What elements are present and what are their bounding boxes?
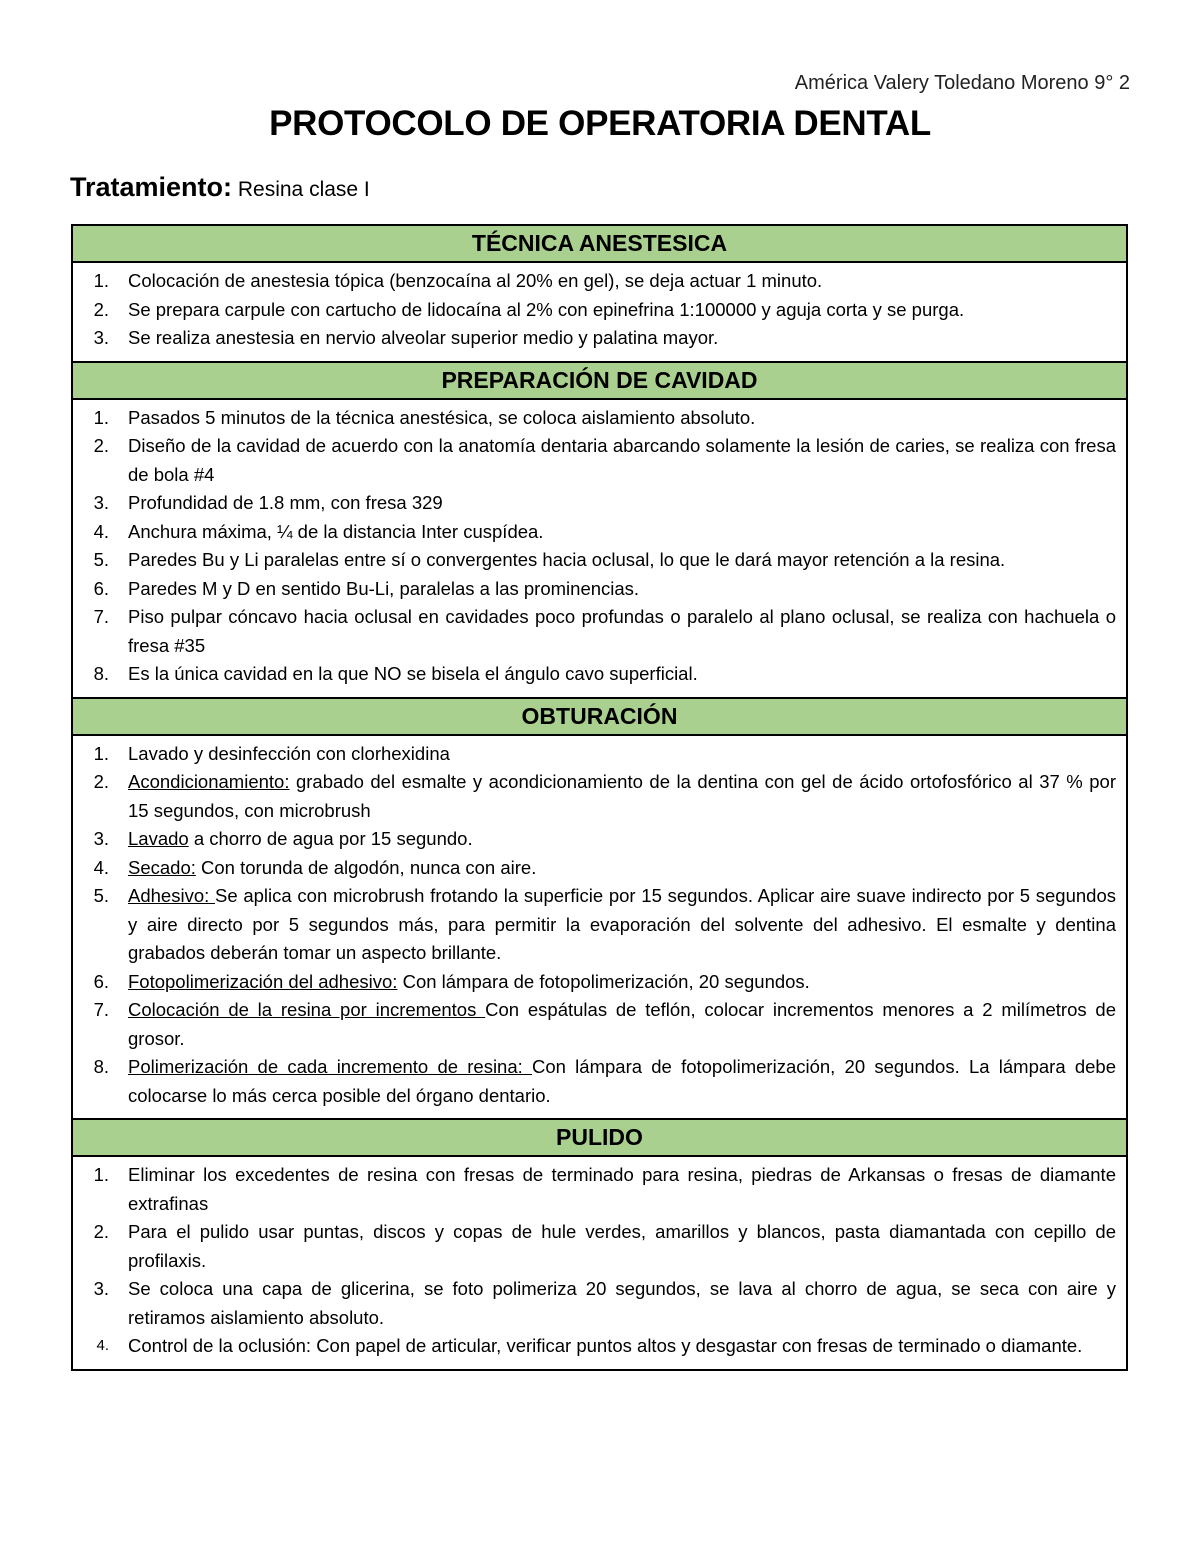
- list-item: [83, 1332, 1116, 1361]
- item-number: 7.: [93, 999, 109, 1020]
- list-item: [83, 1161, 1116, 1218]
- item-number: 4.: [96, 1337, 109, 1354]
- list-item: [83, 296, 1116, 325]
- list-item: [83, 603, 1116, 660]
- section-body: [73, 400, 1126, 697]
- item-text: Eliminar los excedentes de resina con fresas de terminado para resina, piedras de Arkansas o fresas de diamante extrafinas: [128, 1164, 1116, 1214]
- item-number: 2.: [93, 771, 109, 792]
- step-list: [83, 267, 1116, 353]
- list-item: [83, 660, 1116, 689]
- item-text: Lavado y desinfección con clorhexidina: [128, 742, 450, 764]
- author-line: América Valery Toledano Moreno 9° 2: [794, 72, 1130, 94]
- item-number: 2.: [93, 435, 109, 456]
- treatment-value: Resina clase I: [232, 178, 370, 201]
- item-number: 8.: [93, 1056, 109, 1077]
- item-text: Se realiza anestesia en nervio alveolar superior medio y palatina mayor.: [128, 327, 719, 348]
- section-heading: PREPARACIÓN DE CAVIDAD: [73, 361, 1126, 400]
- item-text: Para el pulido usar puntas, discos y copas de hule verdes, amarillos y blancos, pasta diamantada con cepillo de profilaxis.: [128, 1221, 1116, 1271]
- section-heading: OBTURACIÓN: [73, 697, 1126, 736]
- item-text: Con torunda de algodón, nunca con aire.: [195, 856, 537, 878]
- item-number: 1.: [93, 406, 109, 428]
- item-text: Con espátulas de teflón, colocar incrementos menores a 2 milímetros de grosor.: [128, 999, 1116, 1049]
- step-list: [83, 404, 1116, 689]
- list-item: [83, 740, 1116, 769]
- list-item: [83, 404, 1116, 433]
- section-body: [73, 263, 1126, 361]
- list-item: [83, 1275, 1116, 1332]
- list-item: [83, 1218, 1116, 1275]
- item-text: Paredes Bu y Li paralelas entre sí o convergentes hacia oclusal, lo que le dará mayor retención a la resina.: [128, 549, 1006, 570]
- list-item: [83, 518, 1116, 547]
- item-underlined-term: Fotopolimerización del adhesivo:: [128, 970, 398, 992]
- list-item: [83, 768, 1116, 825]
- item-text: Paredes M y D en sentido Bu-Li, paralelas a las prominencias.: [128, 577, 640, 599]
- item-number: 8.: [93, 663, 109, 684]
- item-underlined-term: Colocación de la resina por incrementos: [128, 999, 486, 1020]
- treatment-line: [70, 172, 370, 203]
- item-text: Anchura máxima, ¼ de la distancia Inter cuspídea.: [128, 520, 544, 542]
- item-text: Colocación de anestesia tópica (benzocaína al 20% en gel), se deja actuar 1 minuto.: [128, 270, 823, 291]
- treatment-label: Tratamiento:: [70, 172, 233, 202]
- list-item: [83, 546, 1116, 575]
- list-item: [83, 489, 1116, 518]
- step-list: [83, 1161, 1116, 1361]
- protocol-section: [73, 1118, 1126, 1369]
- item-number: 6.: [93, 577, 109, 599]
- list-item: [83, 968, 1116, 997]
- item-number: 7.: [93, 606, 109, 627]
- list-item: [83, 825, 1116, 854]
- protocol-section: [73, 697, 1126, 1119]
- section-body: [73, 1157, 1126, 1369]
- item-text: Pasados 5 minutos de la técnica anestésica, se coloca aislamiento absoluto.: [128, 406, 756, 428]
- item-text: Se coloca una capa de glicerina, se foto polimeriza 20 segundos, se lava al chorro de agua, se seca con aire y retiramos aislamiento absoluto.: [128, 1278, 1116, 1328]
- item-text: a chorro de agua por 15 segundo.: [188, 828, 473, 849]
- item-number: 3.: [93, 828, 109, 849]
- item-text: Con lámpara de fotopolimerización, 20 segundos.: [397, 970, 810, 992]
- item-text: grabado del esmalte y acondicionamiento de la dentina con gel de ácido ortofosfórico al 37 % por 15 segundos, con microbrush: [128, 771, 1116, 821]
- list-item: [83, 432, 1116, 489]
- item-number: 2.: [93, 1221, 109, 1242]
- list-item: [83, 854, 1116, 883]
- item-underlined-term: Acondicionamiento:: [128, 771, 290, 792]
- item-underlined-term: Lavado: [128, 828, 189, 849]
- section-heading: PULIDO: [73, 1118, 1126, 1157]
- item-text: Profundidad de 1.8 mm, con fresa 329: [128, 492, 443, 513]
- item-text: Control de la oclusión: Con papel de articular, verificar puntos altos y desgastar con fresas de terminado o diamante.: [128, 1335, 1083, 1356]
- item-number: 2.: [93, 298, 109, 320]
- section-heading: TÉCNICA ANESTESICA: [73, 226, 1126, 263]
- item-number: 6.: [93, 970, 109, 992]
- item-number: 3.: [93, 492, 109, 513]
- item-text: Se aplica con microbrush frotando la superficie por 15 segundos. Aplicar aire suave indirecto por 5 segundos y aire directo por 5 segundos más, para permitir la evaporación del solvente del adhesivo. El esmalte y dentina grabados deberán tomar un aspecto brillante.: [128, 885, 1117, 963]
- list-item: [83, 996, 1116, 1053]
- protocol-section: [73, 361, 1126, 697]
- list-item: [83, 1053, 1116, 1110]
- item-number: 3.: [93, 327, 109, 348]
- item-number: 4.: [93, 856, 109, 878]
- item-text: Es la única cavidad en la que NO se bisela el ángulo cavo superficial.: [128, 663, 698, 684]
- item-text: Piso pulpar cóncavo hacia oclusal en cavidades poco profundas o paralelo al plano oclusal, se realiza con hachuela o fresa #35: [128, 606, 1116, 656]
- protocol-table: [71, 224, 1128, 1371]
- item-text: Diseño de la cavidad de acuerdo con la anatomía dentaria abarcando solamente la lesión de caries, se realiza con fresa de bola #4: [128, 435, 1116, 485]
- item-number: 1.: [93, 742, 109, 764]
- list-item: [83, 575, 1116, 604]
- item-number: 1.: [93, 1164, 109, 1185]
- list-item: [83, 324, 1116, 353]
- item-number: 5.: [93, 549, 109, 570]
- item-underlined-term: Polimerización de cada incremento de resina:: [128, 1056, 533, 1077]
- section-body: [73, 736, 1126, 1119]
- step-list: [83, 740, 1116, 1111]
- item-underlined-term: Secado:: [128, 856, 196, 878]
- item-number: 1.: [93, 270, 109, 291]
- list-item: [83, 882, 1116, 968]
- item-text: Se prepara carpule con cartucho de lidocaína al 2% con epinefrina 1:100000 y aguja corta y se purga.: [128, 298, 965, 320]
- list-item: [83, 267, 1116, 296]
- item-number: 4.: [93, 520, 109, 542]
- item-number: 3.: [93, 1278, 109, 1299]
- item-text: Con lámpara de fotopolimerización, 20 segundos. La lámpara debe colocarse lo más cerca posible del órgano dentario.: [128, 1056, 1116, 1106]
- item-underlined-term: Adhesivo:: [128, 885, 215, 906]
- page-title: PROTOCOLO DE OPERATORIA DENTAL: [269, 104, 931, 143]
- item-number: 5.: [93, 885, 109, 906]
- protocol-section: [73, 226, 1126, 361]
